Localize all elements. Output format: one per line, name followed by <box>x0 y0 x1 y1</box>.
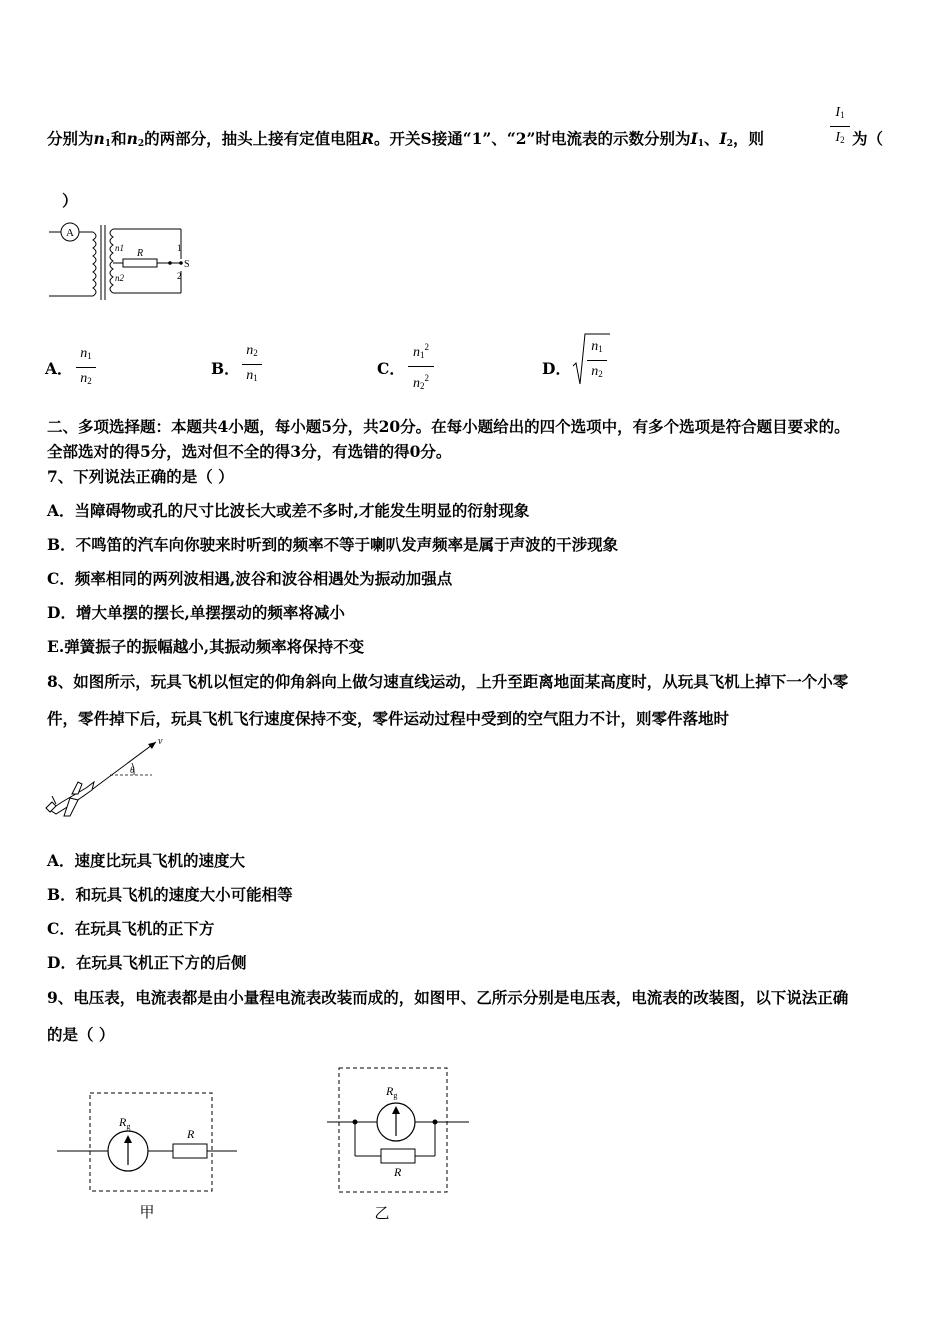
q6-I2-sub: 2 <box>726 139 734 149</box>
caption-jia: 甲 <box>139 1203 155 1221</box>
svg-text:θ: θ <box>130 765 135 775</box>
q9-stem-2: 的是（ ） <box>47 1025 115 1044</box>
secondary-coil <box>110 229 113 293</box>
q7-stem: 7、下列说法正确的是（ ） <box>47 467 234 486</box>
q9-voltmeter-circuit <box>55 1085 245 1225</box>
section2-line1: 二、多项选择题：本题共4小题，每小题5分，共20分。在每小题给出的四个选项中，有多个选项是符合题目要求的。 <box>47 417 850 436</box>
q6-ratio-fraction <box>830 103 850 150</box>
q6-transformer-circuit <box>45 215 195 305</box>
q7-option-c[interactable]: C．频率相同的两列波相遇,波谷和波谷相遇处为振动加强点 <box>47 569 453 588</box>
svg-text:v: v <box>158 736 163 747</box>
q6-option-c-label[interactable]: C． <box>377 359 405 378</box>
q6-text-2: 的两部分，抽头上接有定值电阻 <box>144 129 362 148</box>
rg-label-right: $R_g$ <box>386 1084 398 1100</box>
q6-n1-sub: 1 <box>104 139 112 149</box>
toy-plane-icon <box>46 782 94 816</box>
resistor-R <box>123 259 157 267</box>
ammeter-label: A <box>66 227 74 239</box>
q6-I2: I <box>719 129 727 148</box>
svg-text:1: 1 <box>177 243 182 253</box>
primary-coil <box>93 232 96 296</box>
q6-ratio-den: $I_2$ <box>835 130 845 145</box>
velocity-arrow <box>82 742 156 797</box>
q6-n2-sub: 2 <box>137 139 145 149</box>
q6-text-4: ，则 <box>733 129 765 148</box>
q9-ammeter-circuit <box>325 1062 475 1227</box>
q7-option-a[interactable]: A．当障碍物或孔的尺寸比波长大或差不多时,才能发生明显的衍射现象 <box>47 501 530 520</box>
q8-option-b[interactable]: B．和玩具飞机的速度大小可能相等 <box>47 885 293 904</box>
q6-option-a-fraction[interactable]: $n_1$ $n_2$ <box>76 344 96 391</box>
q6-close-text: ） <box>62 191 78 210</box>
svg-text:R: R <box>394 1165 402 1179</box>
q6-close-paren <box>62 189 78 211</box>
series-resistor <box>173 1144 207 1158</box>
q6-stem <box>47 127 764 149</box>
q7-option-d[interactable]: D．增大单摆的摆长,单摆摆动的频率将减小 <box>47 603 345 622</box>
q6-option-a-label[interactable]: A． <box>45 359 73 378</box>
q6-text-1: 分别为 <box>47 129 94 148</box>
q6-option-c-fraction[interactable]: $n_1^2$ $n_2^2$ <box>408 337 434 396</box>
dashed-box-left <box>90 1093 212 1191</box>
q6-I1-sub: 1 <box>697 139 704 149</box>
q6-text-5: 为（ <box>852 129 884 148</box>
q8-option-a[interactable]: A．速度比玩具飞机的速度大 <box>47 851 246 870</box>
q6-n1: n <box>93 129 105 148</box>
svg-text:R: R <box>187 1127 195 1141</box>
rg-label-left: $R_g$ <box>119 1115 131 1131</box>
q6-text-3: 。开关S接通“1”、“2”时电流表的示数分别为 <box>374 129 691 148</box>
q9-stem-1: 9、电压表，电流表都是由小量程电流表改装而成的，如图甲、乙所示分别是电压表，电流表的改装图，以下说法正确 <box>47 988 849 1007</box>
q6-R: R <box>361 129 375 148</box>
svg-text:n2: n2 <box>115 273 124 283</box>
svg-text:2: 2 <box>177 271 182 281</box>
q6-text-sep: 、 <box>704 129 720 148</box>
q7-option-e[interactable]: E.弹簧振子的振幅越小,其振动频率将保持不变 <box>47 637 365 656</box>
shunt-resistor <box>381 1149 415 1163</box>
section2-line2: 全部选对的得5分，选对但不全的得3分，有选错的得0分。 <box>47 442 452 461</box>
q6-ratio-num: $I_1$ <box>835 105 845 120</box>
q8-stem-1: 8、如图所示，玩具飞机以恒定的仰角斜向上做匀速直线运动，上升至距离地面某高度时，从玩具飞机上掉下一个小零 <box>47 672 849 691</box>
q6-option-d-label[interactable]: D． <box>542 359 571 378</box>
q8-stem-2: 件，零件掉下后，玩具飞机飞行速度保持不变，零件运动过程中受到的空气阻力不计，则零件落地时 <box>47 709 730 728</box>
q8-option-c[interactable]: C．在玩具飞机的正下方 <box>47 919 215 938</box>
svg-text:R: R <box>137 248 144 259</box>
q8-option-d[interactable]: D．在玩具飞机正下方的后侧 <box>47 953 247 972</box>
fraction-bar <box>830 126 850 127</box>
q7-option-b[interactable]: B．不鸣笛的汽车向你驶来时听到的频率不等于喇叭发声频率是属于声波的干涉现象 <box>47 535 619 554</box>
q6-stem-end <box>852 127 883 149</box>
caption-yi: 乙 <box>374 1204 390 1222</box>
svg-text:n1: n1 <box>115 243 124 253</box>
svg-text:S: S <box>184 259 190 270</box>
q6-n2: n <box>126 129 138 148</box>
q6-option-b-label[interactable]: B． <box>211 359 240 378</box>
q6-option-d-fraction[interactable]: $n_1$ $n_2$ <box>587 337 607 384</box>
q6-option-b-fraction[interactable]: $n_2$ $n_1$ <box>242 341 262 388</box>
q6-text-and: 和 <box>111 129 127 148</box>
q6-I1: I <box>690 129 698 148</box>
q8-toy-plane-figure <box>42 732 167 824</box>
